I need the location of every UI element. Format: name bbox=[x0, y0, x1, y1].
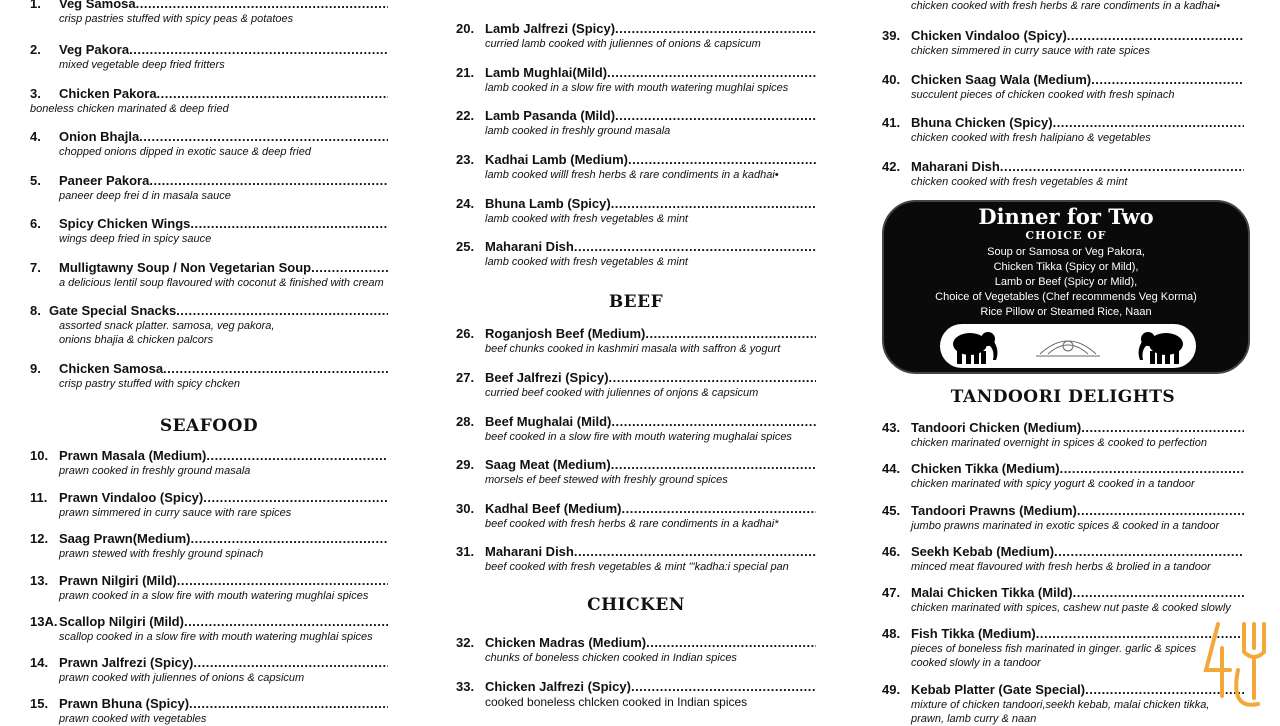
menu-item bbox=[882, 585, 1244, 615]
item-number: 12. bbox=[30, 531, 49, 546]
item-name: Chicken Madras (Medium) bbox=[485, 635, 647, 650]
dot-leader bbox=[1073, 585, 1244, 601]
item-description: boneless chicken marinated & deep fried bbox=[30, 103, 229, 115]
item-number: 49. bbox=[882, 682, 901, 697]
item-name: Mulligtawny Soup / Non Vegetarian Soup bbox=[59, 260, 312, 275]
item-name: Prawn Vindaloo (Spicy) bbox=[59, 490, 204, 505]
item-name: Roganjosh Beef (Medium) bbox=[485, 326, 646, 341]
item-name: Chicken Vindaloo (Spicy) bbox=[911, 28, 1067, 43]
item-description: assorted snack platter. samosa, veg pakora, bbox=[59, 320, 275, 332]
item-name: Bhuna Lamb (Spicy) bbox=[485, 196, 611, 211]
item-description: prawn cooked in a slow fire with mouth watering mughlai spices bbox=[59, 590, 369, 602]
item-description: curried beef cooked with juliennes of onjons & capsicum bbox=[485, 387, 759, 399]
menu-item bbox=[882, 682, 1244, 726]
item-name: Veg Samosa bbox=[59, 0, 136, 11]
item-name: Beef Jalfrezi (Spicy) bbox=[485, 370, 609, 385]
item-description: chopped onions dipped in exotic sauce & deep fried bbox=[59, 146, 311, 158]
menu-item bbox=[456, 21, 816, 51]
item-description: prawn cooked with vegetables bbox=[59, 713, 207, 725]
dot-leader bbox=[311, 260, 388, 276]
item-name: Bhuna Chicken (Spicy) bbox=[911, 115, 1053, 130]
menu-item-line bbox=[882, 159, 1244, 175]
dinner-artwork bbox=[940, 324, 1196, 368]
dot-leader bbox=[203, 490, 388, 506]
menu-item bbox=[882, 28, 1244, 58]
item-name: Fish Tikka (Medium) bbox=[911, 626, 1036, 641]
menu-item-line bbox=[456, 108, 816, 124]
item-name: Malai Chicken Tikka (Mild) bbox=[911, 585, 1073, 600]
menu-item bbox=[882, 159, 1244, 189]
menu-item bbox=[30, 0, 388, 26]
menu-item bbox=[882, 72, 1244, 102]
menu-item bbox=[456, 239, 816, 269]
item-name: Prawn Jalfrezi (Spicy) bbox=[59, 655, 194, 670]
dinner-line: Soup or Samosa or Veg Pakora, bbox=[987, 246, 1145, 258]
item-number: 11. bbox=[30, 490, 48, 505]
dot-leader bbox=[574, 544, 816, 560]
menu-item bbox=[882, 503, 1244, 533]
menu-item bbox=[456, 679, 816, 709]
menu-item-line bbox=[456, 635, 816, 651]
dot-leader bbox=[206, 448, 388, 464]
menu-item-line bbox=[456, 370, 816, 386]
section-heading: TANDOORI DELIGHTS bbox=[950, 387, 1176, 407]
dinner-line: Choice of Vegetables (Chef recommends Veg Korma) bbox=[935, 291, 1197, 303]
menu-item-line bbox=[30, 573, 388, 589]
menu-item-line bbox=[456, 544, 816, 560]
dot-leader bbox=[1077, 503, 1244, 519]
menu-item-line bbox=[882, 626, 1244, 642]
item-number: 45. bbox=[882, 503, 901, 518]
menu-item-line bbox=[456, 152, 816, 168]
menu-item-line bbox=[30, 655, 388, 671]
menu-item bbox=[30, 573, 388, 603]
item-description: prawn cooked with juliennes of onions & capsicum bbox=[59, 672, 305, 684]
item-number: 47. bbox=[882, 585, 901, 600]
item-name: Seekh Kebab (Medium) bbox=[911, 544, 1055, 559]
item-description: scallop cooked in a slow fire with mouth watering mughlai spices bbox=[59, 631, 373, 643]
dot-leader bbox=[184, 614, 388, 630]
dot-leader bbox=[1054, 544, 1244, 560]
menu-item-line bbox=[456, 239, 816, 255]
dinner-line: Rice Pillow or Steamed Rice, Naan bbox=[980, 306, 1152, 318]
menu-item-line bbox=[456, 501, 816, 517]
item-description: lamb cooked in freshly ground masala bbox=[485, 125, 671, 137]
menu-item bbox=[882, 626, 1244, 670]
menu-item-line bbox=[456, 457, 816, 473]
item-number: 13. bbox=[30, 573, 49, 588]
menu-column-3 bbox=[882, 0, 1244, 725]
item-number: 2. bbox=[30, 42, 41, 57]
menu-item-line bbox=[30, 173, 388, 189]
item-description: lamb cooked with fresh vegetables & mint bbox=[485, 213, 688, 225]
item-name: Scallop Nilgiri (Mild) bbox=[59, 614, 184, 629]
item-description: prawn, lamb curry & naan bbox=[911, 713, 1037, 725]
item-number: 22. bbox=[456, 108, 475, 123]
dot-leader bbox=[609, 370, 816, 386]
item-name: Kadhal Beef (Medium) bbox=[485, 501, 622, 516]
item-number: 7. bbox=[30, 260, 41, 275]
item-description: paneer deep frei d in masala sauce bbox=[59, 190, 231, 202]
menu-item bbox=[456, 370, 816, 400]
menu-item bbox=[30, 86, 388, 116]
item-name: Prawn Masala (Medium) bbox=[59, 448, 207, 463]
item-description: beef cooked with fresh herbs & rare condiments in a kadhai* bbox=[485, 518, 779, 530]
item-description: a delicious lentil soup flavoured with coconut & finished with cream bbox=[59, 277, 384, 289]
elephant-icon bbox=[940, 324, 1196, 368]
menu-item bbox=[30, 42, 388, 72]
dot-leader bbox=[129, 42, 388, 58]
item-number: 40. bbox=[882, 72, 901, 87]
item-name: Lamb Pasanda (Mild) bbox=[485, 108, 616, 123]
item-number: 46. bbox=[882, 544, 901, 559]
dot-leader bbox=[1000, 159, 1244, 175]
dot-leader bbox=[1060, 461, 1244, 477]
dot-leader bbox=[136, 0, 388, 12]
menu-item-line bbox=[882, 115, 1244, 131]
dot-leader bbox=[190, 216, 388, 232]
menu-item-line bbox=[30, 129, 388, 145]
menu-item-line bbox=[30, 696, 388, 712]
item-number: 39. bbox=[882, 28, 901, 43]
item-number: 26. bbox=[456, 326, 475, 341]
dinner-for-two-box bbox=[882, 200, 1250, 374]
item-description: prawn simmered in curry sauce with rare spices bbox=[59, 507, 292, 519]
item-description: minced meat flavoured with fresh herbs & brolied in a tandoor bbox=[911, 561, 1211, 573]
item-description: lamb cooked in a slow fire with mouth watering mughlai spices bbox=[485, 82, 789, 94]
menu-item bbox=[456, 501, 816, 531]
menu-item-line bbox=[30, 86, 388, 102]
item-name: Spicy Chicken Wings bbox=[59, 216, 191, 231]
item-description: succulent pieces of chicken cooked with fresh spinach bbox=[911, 89, 1175, 101]
item-name: Chicken Tikka (Medium) bbox=[911, 461, 1060, 476]
item-number: 23. bbox=[456, 152, 475, 167]
dot-leader bbox=[611, 414, 816, 430]
item-description: chicken marinated with spices, cashew nut paste & cooked slowly bbox=[911, 602, 1231, 614]
item-number: 32. bbox=[456, 635, 475, 650]
item-name: Gate Special Snacks bbox=[49, 303, 177, 318]
dot-leader bbox=[611, 196, 816, 212]
menu-item bbox=[30, 173, 388, 203]
menu-item bbox=[30, 696, 388, 726]
menu-item bbox=[30, 448, 388, 478]
menu-item bbox=[456, 635, 816, 665]
item-name: Lamb Jalfrezi (Spicy) bbox=[485, 21, 616, 36]
item-number: 33. bbox=[456, 679, 475, 694]
item-number: 6. bbox=[30, 216, 41, 231]
item-description: beef cooked with fresh vegetables & mint "'kadha:i special pan bbox=[485, 561, 789, 573]
dot-leader bbox=[628, 152, 816, 168]
item-description: cooked slowly in a tandoor bbox=[911, 657, 1041, 669]
item-name: Chicken Saag Wala (Medium) bbox=[911, 72, 1092, 87]
menu-item bbox=[882, 544, 1244, 574]
menu-item-line bbox=[30, 448, 388, 464]
section-heading: CHICKEN bbox=[587, 595, 685, 615]
menu-item bbox=[456, 152, 816, 182]
menu-item bbox=[30, 303, 388, 347]
dinner-subtitle: CHOICE OF bbox=[1025, 229, 1107, 242]
item-number: 1. bbox=[30, 0, 41, 11]
dot-leader bbox=[574, 239, 816, 255]
item-description: lamb cooked with fresh vegetables & mint bbox=[485, 256, 688, 268]
menu-item-line bbox=[30, 531, 388, 547]
item-description: chicken simmered in curry sauce with rate spices bbox=[911, 45, 1151, 57]
item-name: Beef Mughalai (Mild) bbox=[485, 414, 612, 429]
dot-leader bbox=[611, 457, 816, 473]
dinner-line: Lamb or Beef (Spicy or Mild), bbox=[994, 276, 1138, 288]
item-number: 14. bbox=[30, 655, 49, 670]
dot-leader bbox=[139, 129, 388, 145]
menu-item bbox=[456, 457, 816, 487]
menu-item-line bbox=[882, 544, 1244, 560]
item-name: Saag Meat (Medium) bbox=[485, 457, 611, 472]
item-number: 3. bbox=[30, 86, 41, 101]
dinner-title: Dinner for Two bbox=[978, 204, 1154, 229]
dot-leader bbox=[615, 108, 816, 124]
item-number: 43. bbox=[882, 420, 901, 435]
dot-leader bbox=[189, 696, 388, 712]
item-description: mixed vegetable deep fried fritters bbox=[59, 59, 225, 71]
item-number: 15. bbox=[30, 696, 49, 711]
item-number: 8. bbox=[30, 303, 41, 318]
item-number: 4. bbox=[30, 129, 41, 144]
item-description: beef cooked in a slow fire with mouth watering mughalai spices bbox=[485, 431, 792, 443]
dot-leader bbox=[645, 326, 816, 342]
dot-leader bbox=[157, 86, 388, 102]
item-name: Paneer Pakora bbox=[59, 173, 150, 188]
menu-item-line bbox=[30, 260, 388, 276]
item-description: beef chunks cooked in kashmiri masala with saffron & yogurt bbox=[485, 343, 781, 355]
item-description: chunks of boneless chicken cooked in Indian spices bbox=[485, 652, 737, 664]
item-name: Maharani Dish bbox=[485, 544, 574, 559]
menu-item-line bbox=[456, 414, 816, 430]
menu-item-line bbox=[456, 326, 816, 342]
dot-leader bbox=[607, 65, 816, 81]
item-number: 44. bbox=[882, 461, 901, 476]
item-name: Kadhai Lamb (Medium) bbox=[485, 152, 629, 167]
item-description: chicken marinated overnight in spices & cooked to perfection bbox=[911, 437, 1207, 449]
item-name: Tandoori Prawns (Medium) bbox=[911, 503, 1077, 518]
menu-item bbox=[456, 196, 816, 226]
menu-item bbox=[882, 420, 1244, 450]
dot-leader bbox=[1081, 420, 1244, 436]
dot-leader bbox=[1091, 72, 1244, 88]
dot-leader bbox=[190, 531, 388, 547]
dot-leader bbox=[622, 501, 816, 517]
menu-item bbox=[882, 0, 1244, 13]
item-description: morsels ef beef stewed with freshly ground spices bbox=[485, 474, 728, 486]
menu-item-line bbox=[30, 614, 388, 630]
item-name: Chicken Pakora bbox=[59, 86, 157, 101]
item-description: wings deep fried in spicy sauce bbox=[59, 233, 212, 245]
item-name: Saag Prawn(Medium) bbox=[59, 531, 191, 546]
item-number: 9. bbox=[30, 361, 41, 376]
item-name: Veg Pakora bbox=[59, 42, 130, 57]
menu-item-line bbox=[882, 420, 1244, 436]
item-description: crisp pastry stuffed with spicy chcken bbox=[59, 378, 240, 390]
menu-item-line bbox=[30, 216, 388, 232]
item-description: cooked boneless chlcken cooked in Indian spices bbox=[485, 695, 748, 709]
menu-item-line bbox=[882, 682, 1244, 698]
item-description: pieces of boneless fish marinated in ginger. garlic & spices bbox=[911, 643, 1197, 655]
menu-column-2 bbox=[456, 0, 816, 720]
dinner-line: Chicken Tikka (Spicy or Mild), bbox=[993, 261, 1139, 273]
menu-item-line bbox=[30, 42, 388, 58]
menu-item bbox=[30, 216, 388, 246]
item-name: Prawn Bhuna (Spicy) bbox=[59, 696, 190, 711]
item-number: 27. bbox=[456, 370, 475, 385]
item-description: chicken cooked with fresh halipiano & vegetables bbox=[911, 132, 1151, 144]
item-number: 10. bbox=[30, 448, 49, 463]
item-description: jumbo prawns marinated in exotic spices & cooked in a tandoor bbox=[911, 520, 1220, 532]
menu-item-line bbox=[456, 21, 816, 37]
item-description: chicken cooked with fresh vegetables & mint bbox=[911, 176, 1128, 188]
item-name: Chicken Samosa bbox=[59, 361, 164, 376]
section-heading: BEEF bbox=[608, 292, 664, 312]
menu-item bbox=[30, 260, 388, 290]
item-number: 5. bbox=[30, 173, 41, 188]
menu-item bbox=[456, 65, 816, 95]
menu-item-line bbox=[882, 503, 1244, 519]
dot-leader bbox=[149, 173, 388, 189]
item-description: mixture of chicken tandoori,seekh kebab, malai chicken tikka, bbox=[911, 699, 1210, 711]
item-number: 20. bbox=[456, 21, 475, 36]
menu-item bbox=[30, 129, 388, 159]
menu-item-line bbox=[456, 196, 816, 212]
menu-item-line bbox=[882, 28, 1244, 44]
menu-item-line bbox=[882, 585, 1244, 601]
menu-item bbox=[456, 544, 816, 574]
item-name: Tandoori Chicken (Medium) bbox=[911, 420, 1082, 435]
item-number: 28. bbox=[456, 414, 475, 429]
item-description: lamb cooked willl fresh herbs & rare condiments in a kadhai• bbox=[485, 169, 779, 181]
menu-item-line bbox=[882, 461, 1244, 477]
menu-item bbox=[30, 531, 388, 561]
menu-item bbox=[882, 461, 1244, 491]
menu-item bbox=[456, 108, 816, 138]
dot-leader bbox=[177, 573, 388, 589]
item-name: Maharani Dish bbox=[911, 159, 1000, 174]
item-description: curried lamb cooked with juliennes of onions & capsicum bbox=[485, 38, 761, 50]
section-heading: SEAFOOD bbox=[159, 416, 259, 436]
dot-leader bbox=[615, 21, 816, 37]
menu-item-line bbox=[30, 361, 388, 377]
menu-item bbox=[30, 614, 388, 644]
menu-item-line bbox=[30, 0, 388, 12]
menu-item bbox=[30, 490, 388, 520]
item-number: 42. bbox=[882, 159, 901, 174]
item-number: 21. bbox=[456, 65, 475, 80]
menu-item bbox=[882, 115, 1244, 145]
menu-item bbox=[30, 655, 388, 685]
item-number: 41. bbox=[882, 115, 901, 130]
menu-item bbox=[30, 361, 388, 391]
item-number: 48. bbox=[882, 626, 901, 641]
menu-item-line bbox=[30, 490, 388, 506]
item-name: Maharani Dish bbox=[485, 239, 574, 254]
item-name: Prawn Nilgiri (Mild) bbox=[59, 573, 177, 588]
item-name: Kebab Platter (Gate Special) bbox=[911, 682, 1086, 697]
item-number: 29. bbox=[456, 457, 475, 472]
dot-leader bbox=[1067, 28, 1244, 44]
item-description: chicken marinated with spicy yogurt & cooked in a tandoor bbox=[911, 478, 1195, 490]
menu-item-line bbox=[882, 72, 1244, 88]
menu-item-line bbox=[456, 679, 816, 695]
menu-column-1 bbox=[30, 0, 388, 725]
dot-leader bbox=[646, 635, 816, 651]
menu-item-line bbox=[30, 303, 388, 319]
dot-leader bbox=[193, 655, 388, 671]
dot-leader bbox=[1053, 115, 1244, 131]
item-number: 31. bbox=[456, 544, 475, 559]
menu-item bbox=[456, 326, 816, 356]
item-name: Chicken Jalfrezi (Spicy) bbox=[485, 679, 631, 694]
dot-leader bbox=[176, 303, 388, 319]
restaurant-logo-icon bbox=[1200, 618, 1270, 714]
item-number: 13A. bbox=[30, 614, 58, 629]
item-number: 24. bbox=[456, 196, 475, 211]
item-description: crisp pastries stuffed with spicy peas & potatoes bbox=[59, 13, 294, 25]
item-description: chicken cooked with fresh herbs & rare condiments in a kadhai• bbox=[911, 0, 1220, 12]
item-description: prawn cooked in freshly ground masala bbox=[59, 465, 251, 477]
item-number: 30. bbox=[456, 501, 475, 516]
item-name: Onion Bhajla bbox=[59, 129, 140, 144]
menu-item-line bbox=[456, 65, 816, 81]
dot-leader bbox=[631, 679, 816, 695]
item-number: 25. bbox=[456, 239, 475, 254]
item-description: onions bhajia & chicken palcors bbox=[59, 334, 214, 346]
item-description: prawn stewed with freshly ground spinach bbox=[59, 548, 264, 560]
dot-leader bbox=[163, 361, 388, 377]
menu-item bbox=[456, 414, 816, 444]
item-name: Lamb Mughlai(Mild) bbox=[485, 65, 608, 80]
